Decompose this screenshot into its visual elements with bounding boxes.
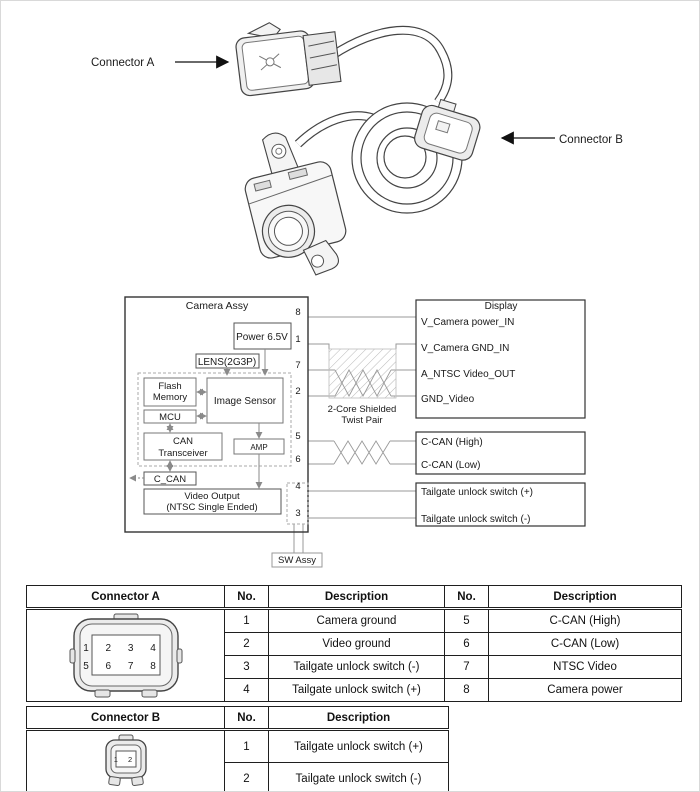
- pin-3: 3: [295, 508, 301, 519]
- can-label-line2: Transceiver: [158, 448, 208, 459]
- pin-no: 8: [445, 679, 489, 702]
- twist-pair-5-6: [334, 441, 390, 464]
- pin-5: 5: [295, 431, 301, 442]
- connector-b-pin-diagram: [94, 733, 158, 792]
- pin-4: 4: [295, 481, 301, 492]
- pin-description: Tailgate unlock switch (-): [269, 656, 445, 679]
- pin-numbers: [295, 307, 300, 519]
- wire-pin1-left: [308, 344, 329, 349]
- display-title: Display: [484, 301, 518, 312]
- amp-label: AMP: [250, 443, 268, 452]
- pin-2: 2: [295, 386, 301, 397]
- camera-drawing: [234, 122, 355, 287]
- camera-block-diagram: [1, 291, 700, 581]
- signal-gnd-video: GND_Video: [421, 394, 475, 405]
- pin-no: 2: [225, 763, 269, 792]
- connector-a-title: Connector A: [27, 586, 225, 609]
- connector-a-pinout-table: [26, 585, 682, 702]
- connector-b-title: Connector B: [27, 707, 225, 730]
- twist-label-line1: 2-Core Shielded: [327, 404, 397, 415]
- cable-a-to-coil: [333, 30, 448, 102]
- pin-description: Video ground: [269, 633, 445, 656]
- pin-no: 4: [225, 679, 269, 702]
- connector-a-pins-row1: 1 2 3 4: [82, 642, 163, 654]
- col-header-description-1: Description: [269, 586, 445, 609]
- connector-b-pinout-table: [26, 706, 449, 792]
- power-label: Power 6.5V: [236, 332, 288, 343]
- c-can-label: C_CAN: [153, 474, 187, 485]
- video-label-line2: (NTSC Single Ended): [166, 502, 258, 513]
- col-header-no-2: No.: [445, 586, 489, 609]
- pin-no: 6: [445, 633, 489, 656]
- pin-no: 7: [445, 656, 489, 679]
- can-label-line1: CAN: [172, 436, 194, 447]
- col-header-no: No.: [225, 707, 269, 730]
- pin-no: 1: [225, 730, 269, 763]
- connector-a-pin-diagram: [61, 613, 191, 699]
- pin-1: 1: [295, 334, 301, 345]
- image-sensor-label: Image Sensor: [213, 396, 277, 407]
- connector-a-pins-row2: 5 6 7 8: [82, 660, 163, 672]
- pin-description: C-CAN (High): [489, 609, 682, 633]
- connector-a-drawing: [234, 15, 342, 97]
- pin-description: Tailgate unlock switch (-): [269, 763, 449, 792]
- connector-a-pin-diagram-cell: [27, 609, 225, 702]
- pin-8: 8: [295, 307, 301, 318]
- signal-c-can-high: C-CAN (High): [421, 437, 483, 448]
- signal-a-ntsc-video-out: A_NTSC Video_OUT: [421, 369, 516, 380]
- mcu-label: MCU: [159, 412, 181, 423]
- camera-assy-title: Camera Assy: [185, 300, 249, 312]
- pin-description: Tailgate unlock switch (+): [269, 730, 449, 763]
- flash-label-line2: Memory: [152, 392, 188, 403]
- pin-6: 6: [295, 454, 301, 465]
- col-header-description-2: Description: [489, 586, 682, 609]
- lens-label: LENS(2G3P): [197, 357, 257, 368]
- connector-a-header-row: [27, 586, 682, 609]
- twist-label-line2: Twist Pair: [341, 415, 383, 426]
- pin-no: 5: [445, 609, 489, 633]
- signal-c-can-low: C-CAN (Low): [421, 460, 481, 471]
- connector-b-header-row: [27, 707, 449, 730]
- shield-hatch: [329, 349, 396, 398]
- pin-no: 2: [225, 633, 269, 656]
- table-row: [27, 609, 682, 633]
- table-row: [27, 730, 449, 763]
- connector-b-pins: 1 2: [113, 754, 136, 764]
- wire-pin1-right: [396, 344, 416, 349]
- signal-v-camera-gnd-in: V_Camera GND_IN: [421, 343, 510, 354]
- sw-assy-label: SW Assy: [277, 555, 317, 566]
- camera-harness-illustration: [1, 1, 700, 291]
- pin-description: Camera power: [489, 679, 682, 702]
- connector-b-label: Connector B: [559, 134, 623, 146]
- pin-7: 7: [295, 360, 301, 371]
- pin-no: 1: [225, 609, 269, 633]
- pin-description: NTSC Video: [489, 656, 682, 679]
- pin-no: 3: [225, 656, 269, 679]
- signal-tailgate-minus: Tailgate unlock switch (-): [421, 514, 531, 525]
- video-label-line1: Video Output: [184, 491, 240, 502]
- pin-description: C-CAN (Low): [489, 633, 682, 656]
- pin-description: Tailgate unlock switch (+): [269, 679, 445, 702]
- pin-description: Camera ground: [269, 609, 445, 633]
- connector-b-pin-diagram-cell: [27, 730, 225, 792]
- signal-tailgate-plus: Tailgate unlock switch (+): [421, 487, 533, 498]
- col-header-no-1: No.: [225, 586, 269, 609]
- connector-a-label: Connector A: [91, 57, 155, 69]
- signal-v-camera-power-in: V_Camera power_IN: [421, 317, 515, 328]
- col-header-description: Description: [269, 707, 449, 730]
- flash-label-line1: Flash: [158, 381, 182, 392]
